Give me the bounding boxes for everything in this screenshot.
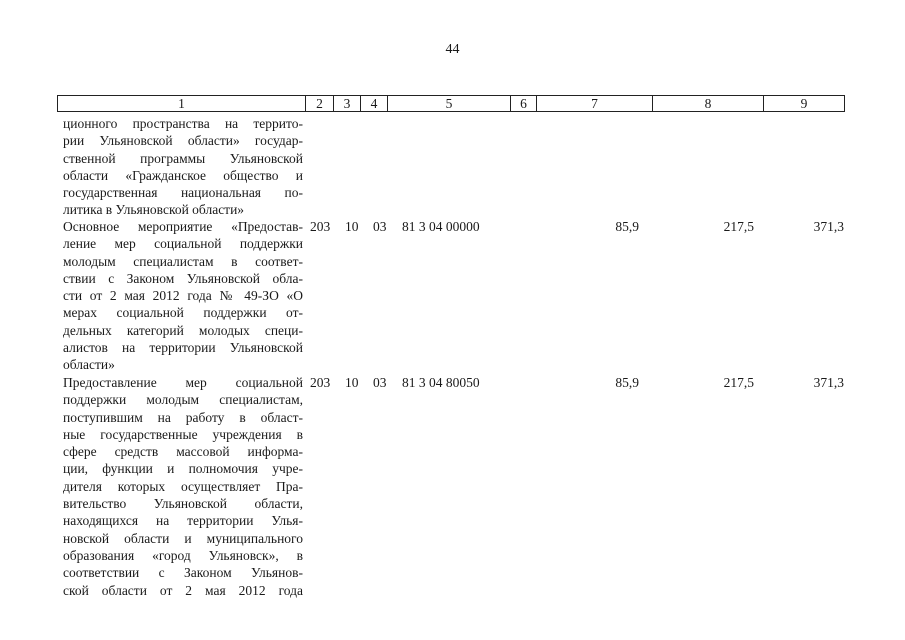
row-description	[63, 218, 303, 374]
header-col-7: 7	[537, 96, 653, 111]
header-col-6: 6	[511, 96, 537, 111]
description-line: области»	[63, 357, 115, 373]
description-line: соответствии с Законом Ульянов-	[63, 565, 303, 581]
header-col-1: 1	[58, 96, 306, 111]
cell-col-9: 371,3	[813, 375, 844, 390]
description-line: Основное мероприятие «Предостав-	[63, 219, 303, 234]
cell-col-7: 85,9	[615, 375, 639, 390]
cell-col-9: 371,3	[813, 219, 844, 234]
cell-col-5: 81 3 04 80050	[402, 375, 480, 390]
description-line: молодым специалистам в соответ-	[63, 253, 303, 269]
description-line: ции, функции и полномочия учре-	[63, 461, 303, 477]
description-line: ление мер социальной поддержки	[63, 236, 303, 252]
description-line: дителя которых осуществляет Пра-	[63, 478, 303, 494]
description-line: мерах социальной поддержки от-	[63, 305, 303, 321]
cell-col-3: 10	[345, 375, 359, 390]
description-line: ные государственные учреждения в	[63, 426, 303, 442]
cell-col-5: 81 3 04 00000	[402, 219, 480, 234]
description-line: ственной программы Ульяновской	[63, 150, 303, 166]
description-line: рии Ульяновской области» государ-	[63, 133, 303, 149]
cell-col-2: 203	[310, 219, 331, 234]
header-col-9: 9	[800, 96, 808, 111]
description-line: литика в Ульяновской области»	[63, 202, 245, 218]
header-col-4: 4	[361, 96, 388, 111]
description-line: ствии с Законом Ульяновской обла-	[63, 270, 303, 286]
description-line: области «Гражданское общество и	[63, 167, 303, 183]
description-line: ской области от 2 мая 2012 года	[63, 582, 303, 598]
description-line: ционного пространства на террито-	[63, 116, 303, 131]
cell-col-8: 217,5	[723, 375, 754, 390]
row-description	[63, 115, 303, 219]
description-line: сти от 2 мая 2012 года № 49-ЗО «О	[63, 288, 303, 304]
row-description	[63, 374, 303, 599]
header-col-2: 2	[306, 96, 334, 111]
cell-col-3: 10	[345, 219, 359, 234]
header-col-3: 3	[334, 96, 361, 111]
description-line: поступившим на работу в област-	[63, 409, 303, 425]
cell-col-2: 203	[310, 375, 331, 390]
description-line: вительство Ульяновской области,	[63, 496, 303, 512]
cell-col-4: 03	[373, 219, 387, 234]
description-line: образования «город Ульяновск», в	[63, 547, 303, 563]
description-line: находящихся на территории Улья-	[63, 513, 303, 529]
description-line: алистов на территории Ульяновской	[63, 340, 303, 356]
header-col-5: 5	[388, 96, 511, 111]
description-line: сфере средств массовой информа-	[63, 444, 303, 460]
page-number: 44	[445, 42, 460, 57]
cell-col-4: 03	[373, 375, 387, 390]
header-col-8: 8	[653, 96, 764, 111]
table-header	[57, 95, 845, 112]
description-line: государственная национальная по-	[63, 185, 303, 201]
description-line: поддержки молодым специалистам,	[63, 392, 303, 408]
cell-col-8: 217,5	[723, 219, 754, 234]
description-line: дельных категорий молодых специ-	[63, 322, 303, 338]
description-line: Предоставление мер социальной	[63, 375, 303, 390]
description-line: новской области и муниципального	[63, 530, 303, 546]
cell-col-7: 85,9	[615, 219, 639, 234]
